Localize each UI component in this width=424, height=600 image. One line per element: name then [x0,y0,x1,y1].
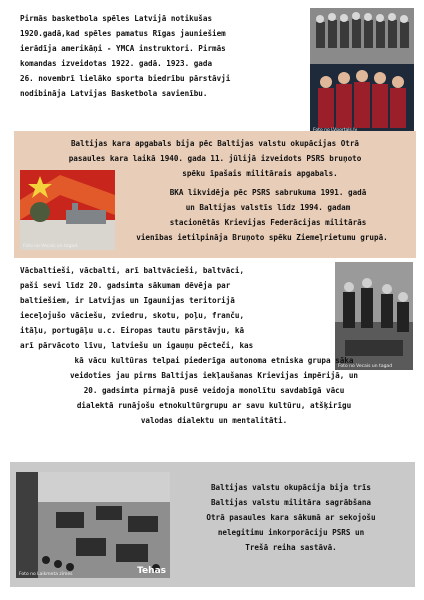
section-2-body [120,185,416,245]
text-line: 26. novembrī lielāko sporta biedrību pārstāvji [20,74,231,83]
occupation-street-photo [16,472,170,578]
basketball-team-photo [310,8,414,134]
text-line: baltiešiem, ir Latvijas un Igaunijas teritorijā [20,296,235,305]
text-line: veidoties jau pirms Baltijas iekļaušanas Krievijas impērijā, un [69,371,359,380]
tehas-logo: Tehas [137,566,166,576]
photo-caption: Foto no Laikmeta zīmes [19,572,73,577]
photo-caption: Foto no Vecais un tagad [338,364,393,369]
text-line: Pirmās basketbola spēles Latvijā notikušas [20,14,213,23]
text-line: stacionētās Krievijas Federācijas militārās [169,218,367,227]
section-4-text [172,480,410,555]
text-line: nodibināja Latvijas Basketbola savienību. [20,89,208,98]
text-line: Baltijas kara apgabals bija pēc Baltijas valstu okupācijas Otrā [70,139,360,148]
section-1-text [20,11,310,101]
text-line: ieceļojušo vāciešu, zviedru, skotu, poļu, franču, [20,311,245,320]
text-line: ierādīja amerikāņi - YMCA instruktori. Pirmās [20,44,226,53]
text-line: un Baltijas valstīs līdz 1994. gadam [185,203,351,212]
text-line: valodas dialektu un mentalitāti. [140,416,288,425]
soviet-poster-illustration [20,170,115,250]
soviet-poster-photo [20,170,115,250]
text-line: nelegitimu inkorporāciju PSRS un [217,528,365,537]
text-line: Baltijas valstu okupācija bija trīs [210,483,371,492]
text-line: Vācbaltieši, vācbalti, arī baltvācieši, baltvāci, [20,266,245,275]
text-line: dialektā runājošu etnokultūrgrupu ar savu kultūru, atšķirīgu [76,401,352,410]
text-line: komandas izveidotas 1922. gadā. 1923. gada [20,59,213,68]
photo-caption: Foto no Vecais un tagad [23,244,78,249]
text-line: spēku īpašais militārais apgabals. [182,169,338,178]
text-line: paši sevi līdz 20. gadsimta sākumam dēvēja par [20,281,231,290]
text-line: BKA likvidēja pēc PSRS sabrukuma 1991. gadā [169,188,367,197]
text-line: pasaules kara laikā 1940. gada 11. jūlijā izveidots PSRS bruņoto [68,154,362,163]
section-3-text-bottom [14,353,414,428]
text-line: arī pārvācoto līvu, latviešu un igauņu pēcteči, kas [20,341,254,350]
text-line: itāļu, portugāļu u.c. Eiropas tautu pārstāvju, kā [20,326,245,335]
text-line: kā vācu kultūras telpai piederīga autonoma etniska grupa sāka [74,356,354,365]
text-line: vienības ietilpināja Bruņoto spēku Ziemeļrietumu grupā. [136,233,388,242]
section-3-text-top [20,263,340,353]
text-line: 1920.gadā,kad spēles pamatus Rīgas jauniešiem [20,29,226,38]
text-line: 20. gadsimta pirmajā pusē veidoja monolītu savdabīgā vācu [83,386,345,395]
text-line: Otrā pasaules kara sākumā ar sekojošu [206,513,376,522]
occupation-street-illustration [16,472,170,578]
basketball-team-illustration [310,8,414,134]
text-line: Baltijas valstu militāra sagrābšana [210,498,371,507]
text-line: Trešā reiha sastāvā. [245,543,337,552]
